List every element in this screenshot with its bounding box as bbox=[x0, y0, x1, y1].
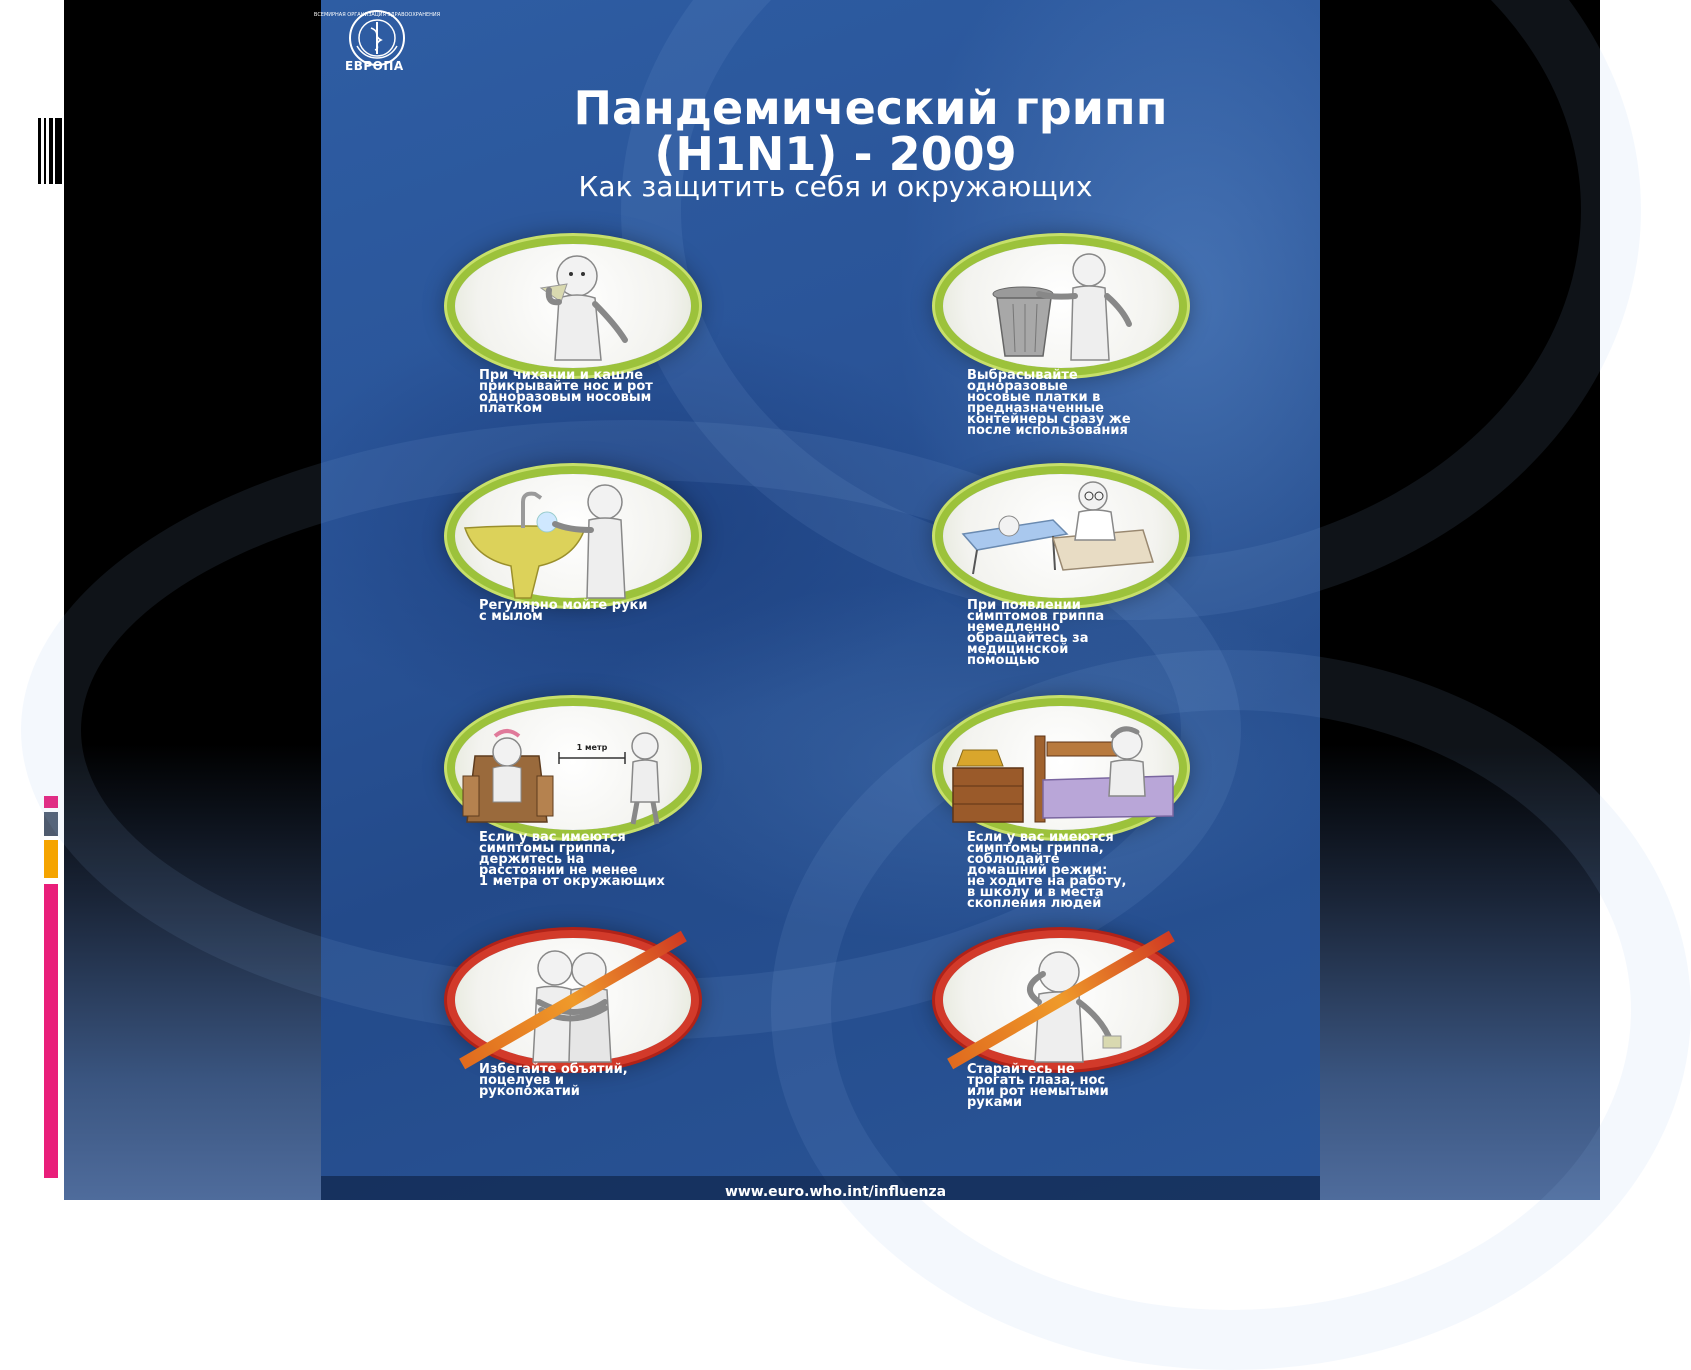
tip-caption: Если у вас имеются симптомы гриппа, соблюдайте домашний режим: не ходите на работу, в школу и в места скопления людей bbox=[967, 830, 1127, 911]
tip-wash-hands bbox=[455, 474, 745, 644]
tip-illustration-circle bbox=[943, 938, 1179, 1062]
tip-dispose-tissues bbox=[943, 244, 1243, 444]
emblem-label: ЕВРОПА bbox=[345, 59, 404, 73]
tip-caption: Если у вас имеются симптомы гриппа, держитесь на расстоянии не менее 1 метра от окружающих bbox=[479, 830, 665, 889]
sneeze-tissue-icon bbox=[455, 244, 691, 368]
keep-distance-icon bbox=[455, 706, 691, 830]
tip-illustration-circle bbox=[455, 244, 691, 368]
stay-home-icon bbox=[943, 706, 1179, 830]
tip-caption: Выбрасывайте одноразовые носовые платки в предназначенные контейнеры сразу же после использования bbox=[967, 368, 1131, 438]
tip-stay-home bbox=[943, 706, 1243, 926]
tip-caption: Старайтесь не трогать глаза, нос или рот немытыми руками bbox=[967, 1062, 1109, 1110]
flu-prevention-poster bbox=[313, 0, 1320, 1200]
tip-caption: При появлении симптомов гриппа немедленно обращайтесь за медицинской помощью bbox=[967, 598, 1105, 668]
tip-caption: Избегайте объятий, поцелуев и рукопожатий bbox=[479, 1062, 628, 1099]
tip-cover-sneeze bbox=[455, 244, 745, 444]
tip-caption: При чихании и кашле прикрывайте нос и рот одноразовым носовым платком bbox=[479, 368, 653, 416]
accent-bar-pink-long bbox=[44, 884, 58, 1178]
trash-bin-icon bbox=[943, 244, 1179, 368]
tip-avoid-hugs bbox=[455, 938, 745, 1108]
tip-illustration-circle bbox=[455, 474, 691, 598]
tip-keep-distance bbox=[455, 706, 745, 896]
distance-label: 1 метр bbox=[576, 743, 608, 752]
tip-illustration-circle bbox=[943, 706, 1179, 830]
accent-bar-orange bbox=[44, 840, 58, 878]
tip-caption: Регулярно мойте руки с мылом bbox=[479, 598, 648, 624]
poster-subtitle: Как защитить себя и окружающих bbox=[578, 170, 1093, 203]
slide-decoration-lines bbox=[38, 118, 62, 184]
tip-illustration-circle bbox=[455, 706, 691, 830]
tip-illustration-circle bbox=[943, 244, 1179, 368]
poster-title-line-2: (H1N1) - 2009 bbox=[654, 127, 1017, 181]
tip-seek-medical-help bbox=[943, 474, 1243, 674]
poster-title-line-1: Пандемический грипп bbox=[573, 81, 1168, 135]
wash-hands-icon bbox=[455, 474, 691, 598]
poster-url: www.euro.who.int/influenza bbox=[724, 1184, 947, 1200]
tip-illustration-circle bbox=[455, 938, 691, 1062]
tip-dont-touch-face bbox=[943, 938, 1243, 1118]
doctor-visit-icon bbox=[943, 474, 1179, 598]
tip-illustration-circle bbox=[943, 474, 1179, 598]
emblem-ring-text: ВСЕМИРНАЯ ОРГАНИЗАЦИЯ ЗДРАВООХРАНЕНИЯ bbox=[313, 12, 441, 18]
